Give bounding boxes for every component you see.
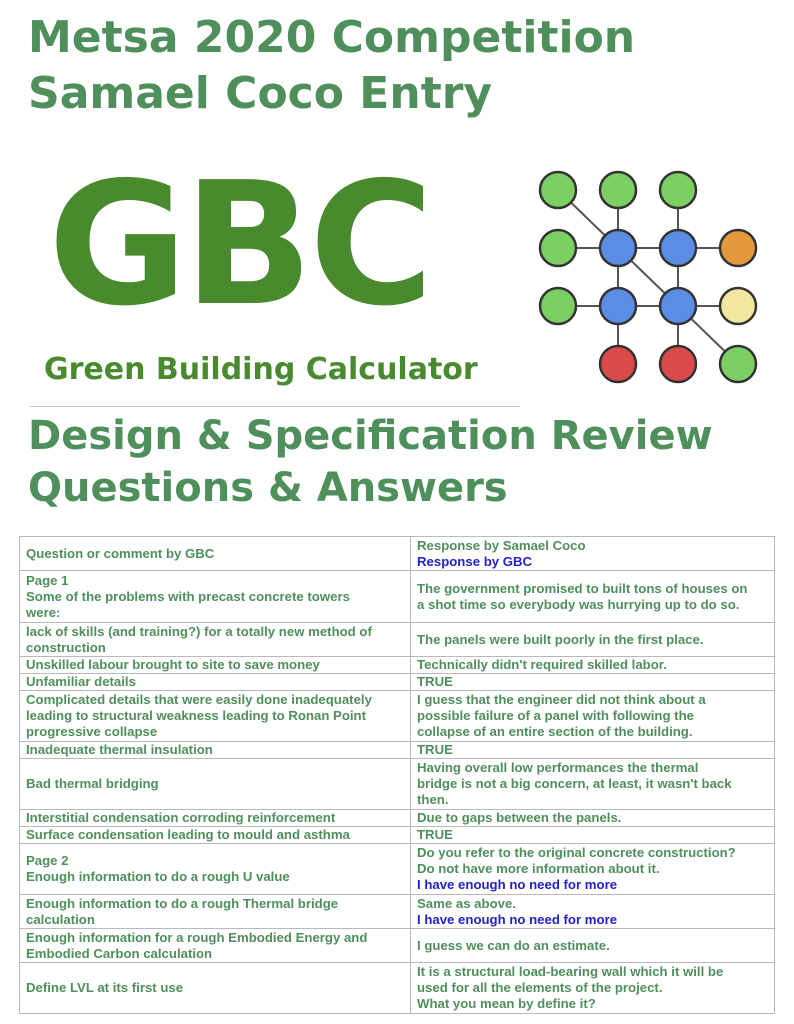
question-cell (20, 657, 411, 674)
qa-header-row (20, 537, 775, 571)
question-line: Bad thermal bridging (26, 776, 159, 791)
network-node (600, 172, 636, 208)
qa-row (20, 674, 775, 691)
network-node (720, 346, 756, 382)
qa-row (20, 810, 775, 827)
question-line: Enough information to do a rough Thermal bridge (26, 895, 339, 911)
network-node (540, 230, 576, 266)
qa-row (20, 963, 775, 1014)
qa-row (20, 844, 775, 895)
divider (30, 406, 520, 407)
title-line-2: Samael Coco Entry (28, 68, 493, 119)
question-line: Interstitial condensation corroding reinforcement (26, 810, 336, 825)
qa-row (20, 742, 775, 759)
qa-row (20, 827, 775, 844)
response-cell (411, 623, 775, 657)
question-cell (20, 895, 411, 929)
response-line: a shot time so everybody was hurrying up to do so. (417, 596, 740, 612)
question-line: Complicated details that were easily done inadequately (26, 692, 372, 707)
section-title-line-1: Design & Specification Review (28, 413, 713, 459)
gbc-response-line: I have enough no need for more (417, 911, 618, 927)
response-line: Due to gaps between the panels. (417, 810, 622, 825)
question-line: Unfamiliar details (26, 674, 136, 689)
response-line: used for all the elements of the project. (417, 980, 663, 995)
question-line: Page 2 (26, 853, 69, 868)
network-node (540, 288, 576, 324)
response-line: It is a structural load-bearing wall which it will be (417, 964, 724, 979)
question-line: Enough information to do a rough U value (26, 869, 290, 884)
qa-row (20, 571, 775, 623)
qa-row (20, 759, 775, 810)
response-line: TRUE (417, 742, 453, 757)
response-line: What you mean by define it? (417, 996, 596, 1011)
question-line: Enough information for a rough Embodied Energy and (26, 929, 368, 945)
response-line: Same as above. (417, 895, 516, 911)
question-cell (20, 623, 411, 657)
question-cell (20, 963, 411, 1014)
question-cell (20, 929, 411, 963)
network-node (720, 230, 756, 266)
header-response-gbc: Response by GBC (417, 553, 533, 569)
network-node (660, 288, 696, 324)
question-cell (20, 844, 411, 895)
response-line: Having overall low performances the thermal (417, 760, 699, 775)
qa-row (20, 691, 775, 742)
gbc-logo-subtitle: Green Building Calculator (44, 352, 478, 387)
response-line: Do not have more information about it. (417, 861, 660, 876)
section-title-line-2: Questions & Answers (28, 465, 508, 511)
response-line: TRUE (417, 827, 453, 842)
question-line: Page 1 (26, 572, 69, 588)
response-line: I guess that the engineer did not think about a (417, 692, 706, 707)
response-line: collapse of an entire section of the building. (417, 724, 693, 739)
response-cell (411, 657, 775, 674)
network-node (540, 172, 576, 208)
network-node (660, 230, 696, 266)
question-cell (20, 827, 411, 844)
question-line: Some of the problems with precast concrete towers (26, 588, 350, 604)
response-line: then. (417, 792, 449, 807)
network-node (660, 172, 696, 208)
response-cell (411, 674, 775, 691)
section-title (28, 410, 713, 514)
question-cell (20, 742, 411, 759)
qa-row (20, 657, 775, 674)
question-line: leading to structural weakness leading to Ronan Point (26, 708, 366, 723)
network-node (720, 288, 756, 324)
question-line: calculation (26, 911, 95, 927)
network-node (600, 288, 636, 324)
response-line: Technically didn't required skilled labor. (417, 657, 667, 672)
response-cell (411, 895, 775, 929)
title-line-1: Metsa 2020 Competition (28, 12, 636, 63)
network-node (600, 346, 636, 382)
question-line: Embodied Carbon calculation (26, 945, 213, 961)
response-line: bridge is not a big concern, at least, it wasn't back (417, 776, 732, 791)
gbc-logo-text: GBC (48, 146, 430, 344)
question-cell (20, 759, 411, 810)
header-question: Question or comment by GBC (20, 537, 411, 571)
response-cell (411, 759, 775, 810)
response-line: The government promised to built tons of houses on (417, 580, 748, 596)
question-line: Inadequate thermal insulation (26, 742, 213, 757)
response-cell (411, 571, 775, 623)
question-cell (20, 810, 411, 827)
response-cell (411, 844, 775, 895)
question-cell (20, 571, 411, 623)
qa-table (19, 536, 775, 1014)
response-cell (411, 827, 775, 844)
question-line: Define LVL at its first use (26, 980, 184, 995)
response-line: Do you refer to the original concrete construction? (417, 845, 736, 860)
network-graph-icon (528, 160, 768, 390)
question-cell (20, 691, 411, 742)
response-cell (411, 691, 775, 742)
response-cell (411, 742, 775, 759)
qa-row (20, 929, 775, 963)
question-cell (20, 674, 411, 691)
question-line: Surface condensation leading to mould and asthma (26, 827, 350, 842)
qa-row (20, 623, 775, 657)
question-line: were: (26, 604, 61, 620)
question-line: construction (26, 639, 106, 655)
gbc-response-line: I have enough no need for more (417, 877, 618, 892)
response-line: The panels were built poorly in the first place. (417, 631, 704, 647)
question-line: progressive collapse (26, 724, 158, 739)
network-node (660, 346, 696, 382)
header-response (411, 537, 775, 571)
response-cell (411, 929, 775, 963)
response-line: I guess we can do an estimate. (417, 937, 610, 953)
response-cell (411, 963, 775, 1014)
response-line: possible failure of a panel with following the (417, 708, 694, 723)
response-line: TRUE (417, 674, 453, 689)
document-title (28, 10, 635, 122)
question-line: Unskilled labour brought to site to save money (26, 657, 320, 672)
qa-row (20, 895, 775, 929)
response-cell (411, 810, 775, 827)
network-node (600, 230, 636, 266)
question-line: lack of skills (and training?) for a totally new method of (26, 623, 372, 639)
header-response-samael: Response by Samael Coco (417, 537, 586, 553)
